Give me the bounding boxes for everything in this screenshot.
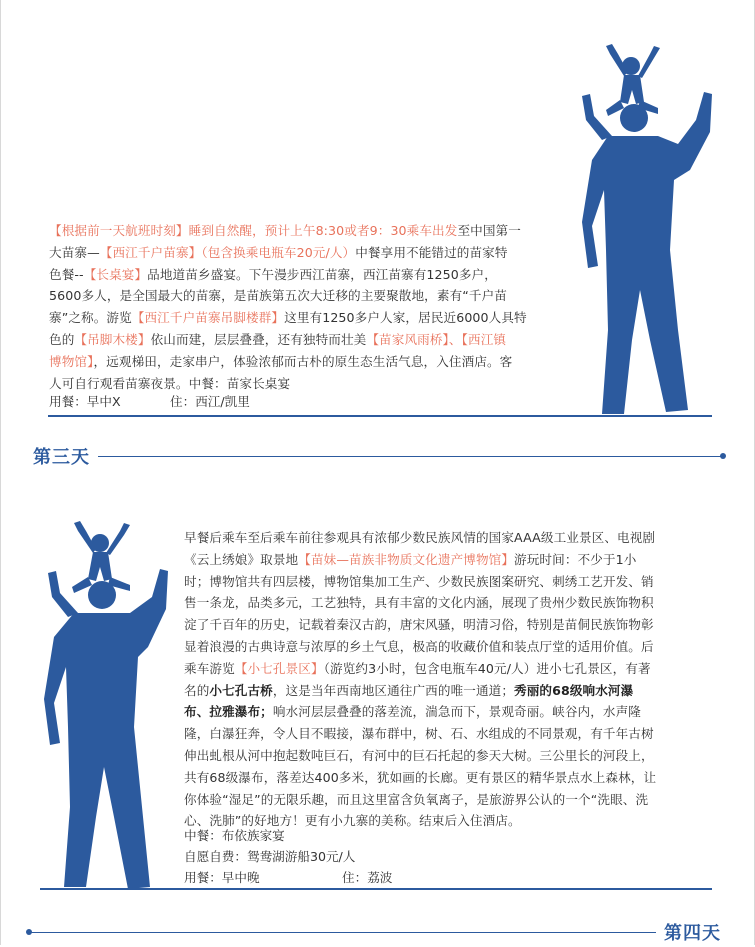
day3-heading-line [98,456,722,457]
text-segment: 人可自行观看苗寨夜景。中餐：苗家长桌宴 [49,375,291,391]
text-line [184,723,709,745]
text-segment: 乘车游览 [184,660,235,676]
text-segment: 寨”之称。游览 [49,310,132,326]
highlighted-attraction: 【苗家风雨桥】、【西江镇 [366,331,507,347]
text-line [49,373,579,395]
text-segment: 心、洗肺”的好地方！更有小九寨的美称。结束后入住酒店。 [184,813,521,829]
text-segment: 中餐享用不能错过的苗家特 [355,244,508,260]
day3-heading: 第三天 [33,447,90,468]
bold-phrase: 小七孔古桥 [209,682,273,698]
text-segment: 依山而建，层层叠叠，还有独特而壮美 [150,331,367,347]
text-line [49,264,579,286]
text-line [184,789,709,811]
text-segment: 5600多人，是全国最大的苗寨，是苗族第五次大迁移的主要聚散地，素有“千户苗 [49,288,507,304]
text-segment: 时；博物馆共有四层楼，博物馆集加工生产、少数民族图案研究、刺绣工艺开发、销 [184,573,654,589]
day3-lunch: 中餐：布依族家宴 [184,828,285,843]
text-line [184,701,709,723]
text-segment: 名的 [184,682,210,698]
text-segment: 色餐-- [49,266,84,282]
text-segment: 色的 [49,331,75,347]
text-line [184,614,709,636]
text-line [49,220,579,242]
text-line [49,242,579,264]
text-segment: 品地道苗乡盛宴。下午漫步西江苗寨，西江苗寨有1250多户， [147,266,497,282]
text-segment: ，远观梯田，走家串户，体验浓郁而古朴的原生态生活气息，入住酒店。客 [93,353,513,369]
text-segment: （游览约3小时，包含电瓶车40元/人）进小七孔景区，有著 [323,660,651,676]
day2-stay: 住：西江/凯里 [170,394,250,409]
text-line [184,571,709,593]
highlighted-attraction: 【根据前一天航班时刻】睡到自然醒，预计上午8:30或者9：30乘车出发 [49,223,458,238]
text-segment: 至中国第一 [457,223,521,238]
text-segment: 显着浪漫的古典诗意与浓厚的乡土气息，极高的收藏价值和装点厅堂的适用价值。后 [184,638,654,654]
text-line [49,307,579,329]
highlighted-attraction: 【长桌宴】 [83,266,148,282]
day2-bottom-rule [48,415,712,417]
father-child-silhouette-icon [578,40,718,418]
highlighted-attraction: 【西江千户苗寨】（包含换乘电瓶车20元/人） [99,244,356,260]
day3-itinerary-text [184,527,709,832]
text-segment: 你体验“湿足”的无限乐趣，而且这里富含负氧离子，是旅游界公认的一个“洗眼、洗 [184,791,649,807]
day4-heading-line [30,932,656,933]
text-segment: 隆，白瀑狂奔，令人目不暇接，瀑布群中，树、石、水组成的不同景观，有千年古树 [184,726,654,742]
text-segment: 游玩时间：不少于1小 [514,551,637,567]
text-segment: 共有68级瀑布，落差达400多米，犹如画的长廊。更有景区的精华景点水上森林，让 [184,769,657,785]
text-segment: 伸出虬根从河中抱起数吨巨石，有河中的巨石托起的参天大树。三公里长的河段上， [184,747,654,763]
text-segment: 售一条龙，品类多元，工艺独特，具有丰富的文化内涵，展现了贵州少数民族饰物积 [184,595,654,611]
day4-heading: 第四天 [664,923,721,944]
text-line [49,351,579,373]
text-line [184,549,709,571]
text-line [184,767,709,789]
text-line [184,636,709,658]
day3-meals: 用餐：早中晚 [184,870,260,885]
day3-stay: 住：荔波 [342,870,393,885]
text-line [184,680,709,702]
bold-phrase: 秀丽的68级响水河瀑 [514,682,634,698]
text-segment: 淀了千百年的历史，记载着秦汉古韵，唐宋风骚，明清习俗，特别是苗侗民族饰物彰 [184,617,654,633]
day3-heading-dot [720,453,726,459]
text-line [184,658,709,680]
text-segment: 大苗寨— [49,244,100,260]
day2-meals: 用餐：早中X [49,394,121,409]
highlighted-attraction: 【西江千户苗寨吊脚楼群】 [131,310,285,326]
text-segment: 《云上绣娘》取景地 [184,551,299,567]
father-child-silhouette-icon [38,517,170,891]
text-line [184,527,709,549]
text-segment: 这里有1250多户人家，居民近6000人具特 [284,310,527,326]
highlighted-attraction: 【小七孔景区】 [234,660,324,676]
highlighted-attraction: 【苗妹—苗族非物质文化遗产博物馆】 [298,551,515,567]
highlighted-attraction: 博物馆】 [49,353,94,369]
text-line [184,745,709,767]
day2-itinerary-text [49,220,579,394]
text-line [184,592,709,614]
highlighted-attraction: 【吊脚木楼】 [74,331,151,347]
bold-phrase: 布、拉雅瀑布； [184,704,273,720]
text-line [49,285,579,307]
text-segment: ，这是当年西南地区通往广西的唯一通道； [272,682,515,698]
text-segment: 早餐后乘车至后乘车前往参观具有浓郁少数民族风情的国家AAA级工业景区、电视剧 [184,530,656,545]
day3-bottom-rule [40,888,712,890]
text-line [49,329,579,351]
text-segment: 响水河层层叠叠的落差流，湍急而下，景观奇丽。峡谷内，水声隆 [272,704,641,720]
day3-self-pay: 自愿自费：鸳鸯湖游船30元/人 [184,849,356,864]
